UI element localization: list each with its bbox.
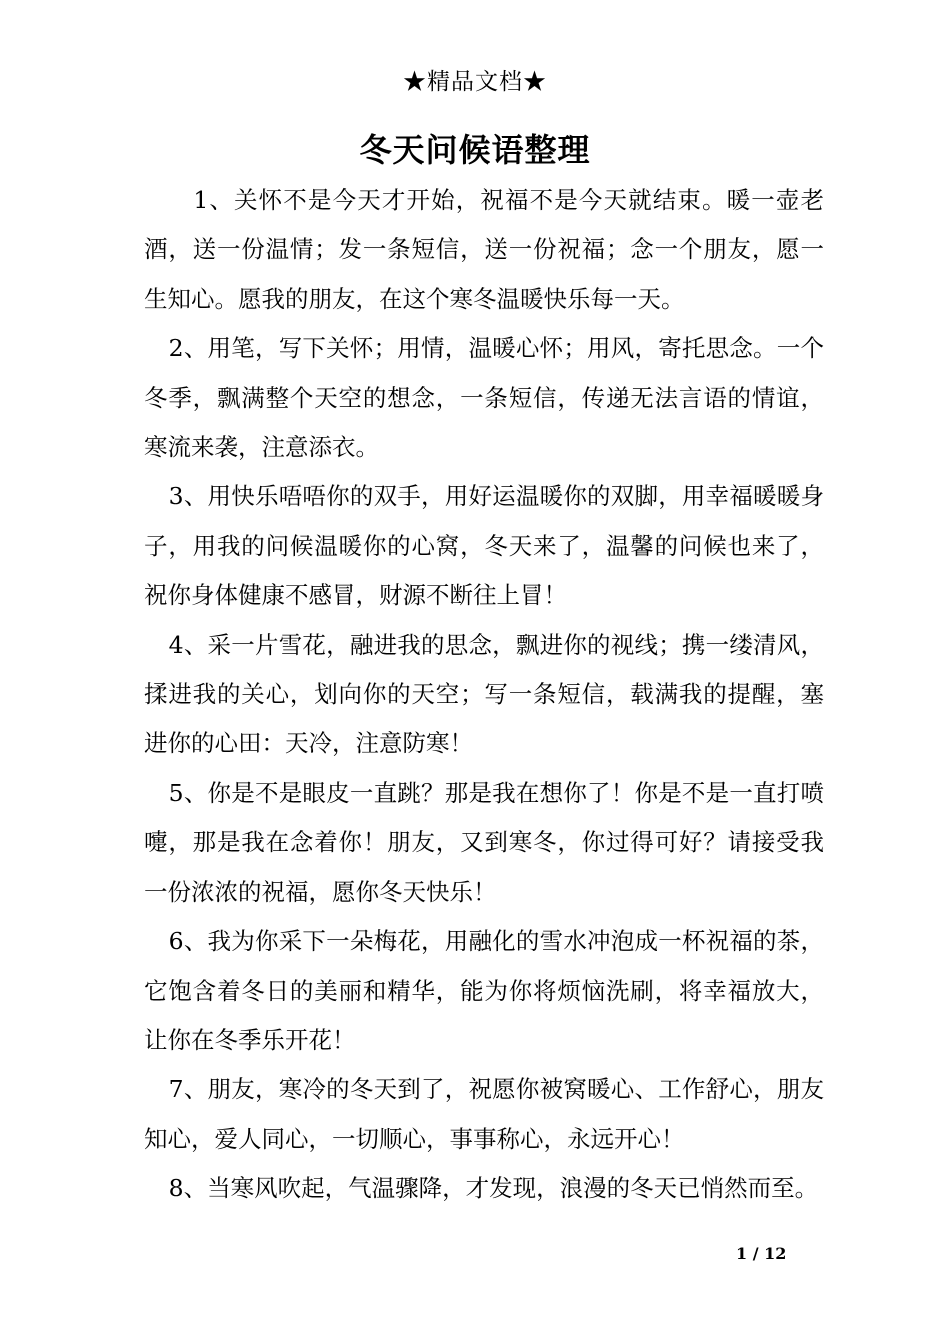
document-body (144, 176, 824, 1214)
paragraph-1: 1、关怀不是今天才开始，祝福不是今天就结束。暖一壶老酒，送一份温情；发一条短信，送一份祝福；念一个朋友，愿一生知心。愿我的朋友，在这个寒冬温暖快乐每一天。 (144, 186, 824, 313)
page-header: ★精品文档★ (403, 69, 547, 95)
paragraph-4: 4、采一片雪花，融进我的思念，飘进你的视线；携一缕清风，揉进我的关心，划向你的天空；写一条短信，载满我的提醒，塞进你的心田：天冷，注意防寒！ (144, 630, 824, 758)
paragraph-8: 8、当寒风吹起，气温骤降，才发现，浪漫的冬天已悄然而至。 (168, 1174, 819, 1203)
paragraph-5: 5、你是不是眼皮一直跳？那是我在想你了！你是不是一直打喷嚏，那是我在念着你！朋友，又到寒冬，你过得可好？请接受我一份浓浓的祝福，愿你冬天快乐！ (144, 778, 824, 906)
paragraph-3: 3、用快乐唔唔你的双手，用好运温暖你的双脚，用幸福暖暖身子，用我的问候温暖你的心窝，冬天来了，温馨的问候也来了，祝你身体健康不感冒，财源不断往上冒！ (144, 482, 824, 610)
paragraph-6: 6、我为你采下一朵梅花，用融化的雪水冲泡成一杯祝福的茶，它饱含着冬日的美丽和精华，能为你将烦恼洗刷，将幸福放大，让你在冬季乐开花！ (144, 927, 824, 1054)
paragraph-2: 2、用笔，写下关怀；用情，温暖心怀；用风，寄托思念。一个冬季，飘满整个天空的想念，一条短信，传递无法言语的情谊，寒流来袭，注意添衣。 (144, 334, 824, 462)
document-title: 冬天问候语整理 (359, 131, 591, 169)
page-number: 1 / 12 (736, 1244, 787, 1263)
paragraph-7: 7、朋友，寒冷的冬天到了，祝愿你被窝暖心、工作舒心，朋友知心，爱人同心，一切顺心，事事称心，永远开心！ (144, 1075, 824, 1153)
